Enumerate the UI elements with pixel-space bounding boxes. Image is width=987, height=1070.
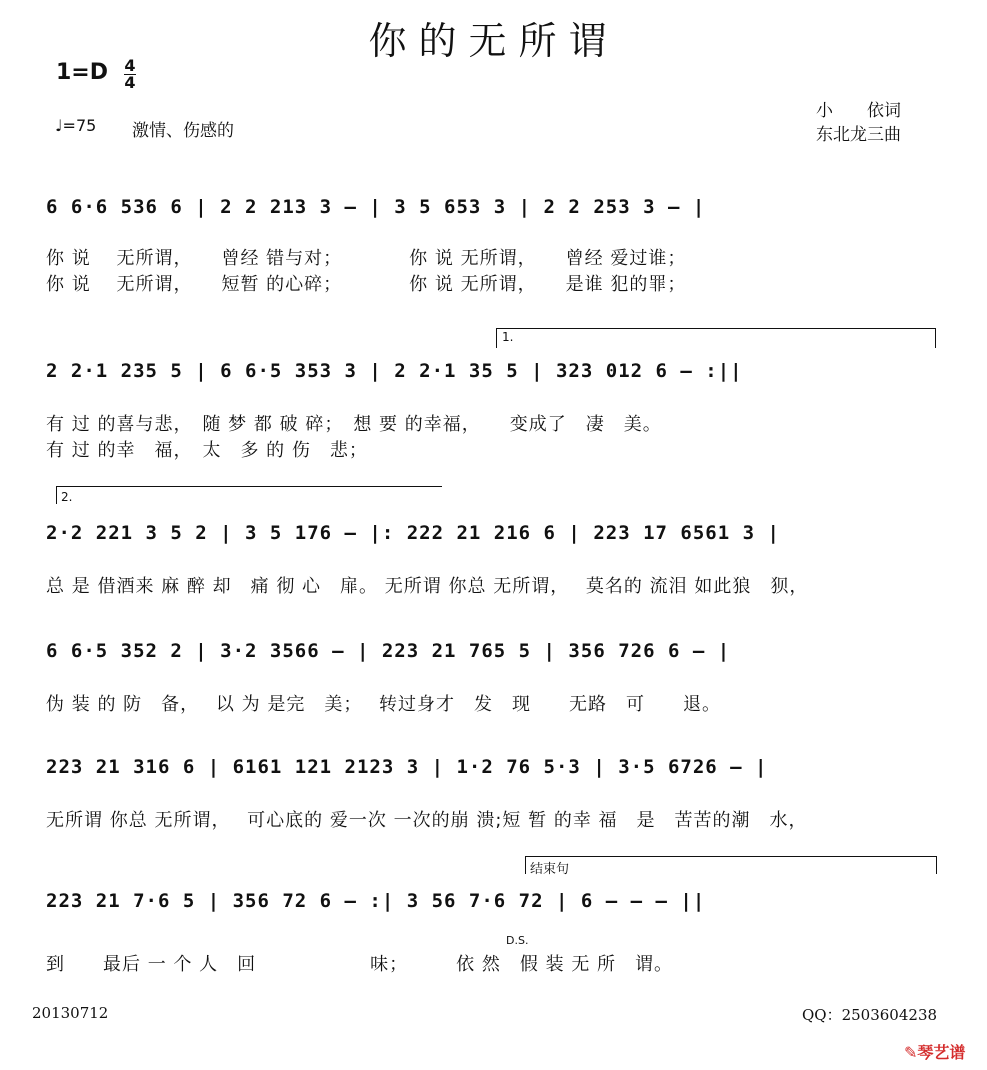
volta-2-bracket bbox=[56, 486, 442, 487]
volta-2-label: 2. bbox=[61, 490, 73, 504]
date-stamp: 20130712 bbox=[32, 1004, 109, 1022]
volta-1-bracket bbox=[496, 328, 936, 329]
lyric-line-3: 总 是 借酒来 麻 醉 却 痛 彻 心 扉。 无所谓 你总 无所谓， 莫名的 流泪 如此狼 狈， bbox=[46, 576, 809, 597]
ds-mark: D.S. bbox=[506, 934, 529, 947]
key-signature: 1=D bbox=[56, 60, 109, 85]
lyric-line-1b: 你 说 无所谓， 短暂 的心碎； 你 说 无所谓， 是谁 犯的罪； bbox=[46, 274, 687, 295]
song-title: 你的无所谓 bbox=[368, 19, 619, 63]
volta-1-left-edge bbox=[496, 328, 497, 348]
tempo-mark: ♩=75 bbox=[55, 116, 97, 135]
time-signature-top: 4 bbox=[124, 56, 136, 75]
coda-bracket bbox=[525, 856, 937, 857]
mood-mark: 激情、伤感的 bbox=[132, 121, 234, 141]
time-signature-bottom: 4 bbox=[124, 73, 136, 92]
notation-row-5: 223 21 316 6 | 6161 121 2123 3 | 1·2 76 5·3 | 3·5 6726 – | bbox=[46, 756, 768, 778]
brand-logo bbox=[904, 1040, 965, 1063]
composer-credit: 东北龙三曲 bbox=[816, 125, 901, 145]
notation-row-2: 2 2·1 235 5 | 6 6·5 353 3 | 2 2·1 35 5 | 323 012 6 – :|| bbox=[46, 360, 743, 382]
notation-row-3: 2·2 221 3 5 2 | 3 5 176 – |: 222 21 216 6 | 223 17 6561 3 | bbox=[46, 522, 780, 544]
lyricist-credit: 小 依词 bbox=[816, 101, 901, 121]
coda-label: 结束句 bbox=[530, 862, 570, 877]
notation-row-4: 6 6·5 352 2 | 3·2 3566 – | 223 21 765 5 | 356 726 6 – | bbox=[46, 640, 731, 662]
qq-contact: QQ：2503604238 bbox=[802, 1006, 938, 1024]
lyric-line-2a: 有 过 的喜与悲， 随 梦 都 破 碎； 想 要 的幸福， 变成了 凄 美。 bbox=[46, 414, 662, 435]
volta-1-label: 1. bbox=[502, 330, 514, 344]
lyric-line-6: 到 最后 一 个 人 回 味； 依 然 假 装 无 所 谓。 bbox=[46, 954, 674, 975]
lyric-line-5: 无所谓 你总 无所谓， 可心底的 爱一次 一次的崩 溃;短 暂 的幸 福 是 苦苦的潮 水， bbox=[46, 810, 808, 831]
volta-1-right-edge bbox=[935, 328, 936, 348]
coda-left-edge bbox=[525, 856, 526, 874]
lyric-line-2b: 有 过 的幸 福， 太 多 的 伤 悲； bbox=[46, 440, 368, 461]
volta-2-left-edge bbox=[56, 486, 57, 504]
time-signature bbox=[124, 58, 136, 91]
brand-text: 琴艺谱 bbox=[917, 1043, 966, 1062]
notation-row-1: 6 6·6 536 6 | 2 2 213 3 – | 3 5 653 3 | 2 2 253 3 – | bbox=[46, 196, 706, 218]
coda-right-edge bbox=[936, 856, 937, 874]
notation-row-6: 223 21 7·6 5 | 356 72 6 – :| 3 56 7·6 72 | 6 – – – || bbox=[46, 890, 706, 912]
brand-icon: ✎ bbox=[904, 1043, 918, 1062]
lyric-line-4: 伪 装 的 防 备， 以 为 是完 美； 转过身才 发 现 无路 可 退。 bbox=[46, 694, 722, 715]
lyric-line-1a: 你 说 无所谓， 曾经 错与对； 你 说 无所谓， 曾经 爱过谁； bbox=[46, 248, 687, 269]
